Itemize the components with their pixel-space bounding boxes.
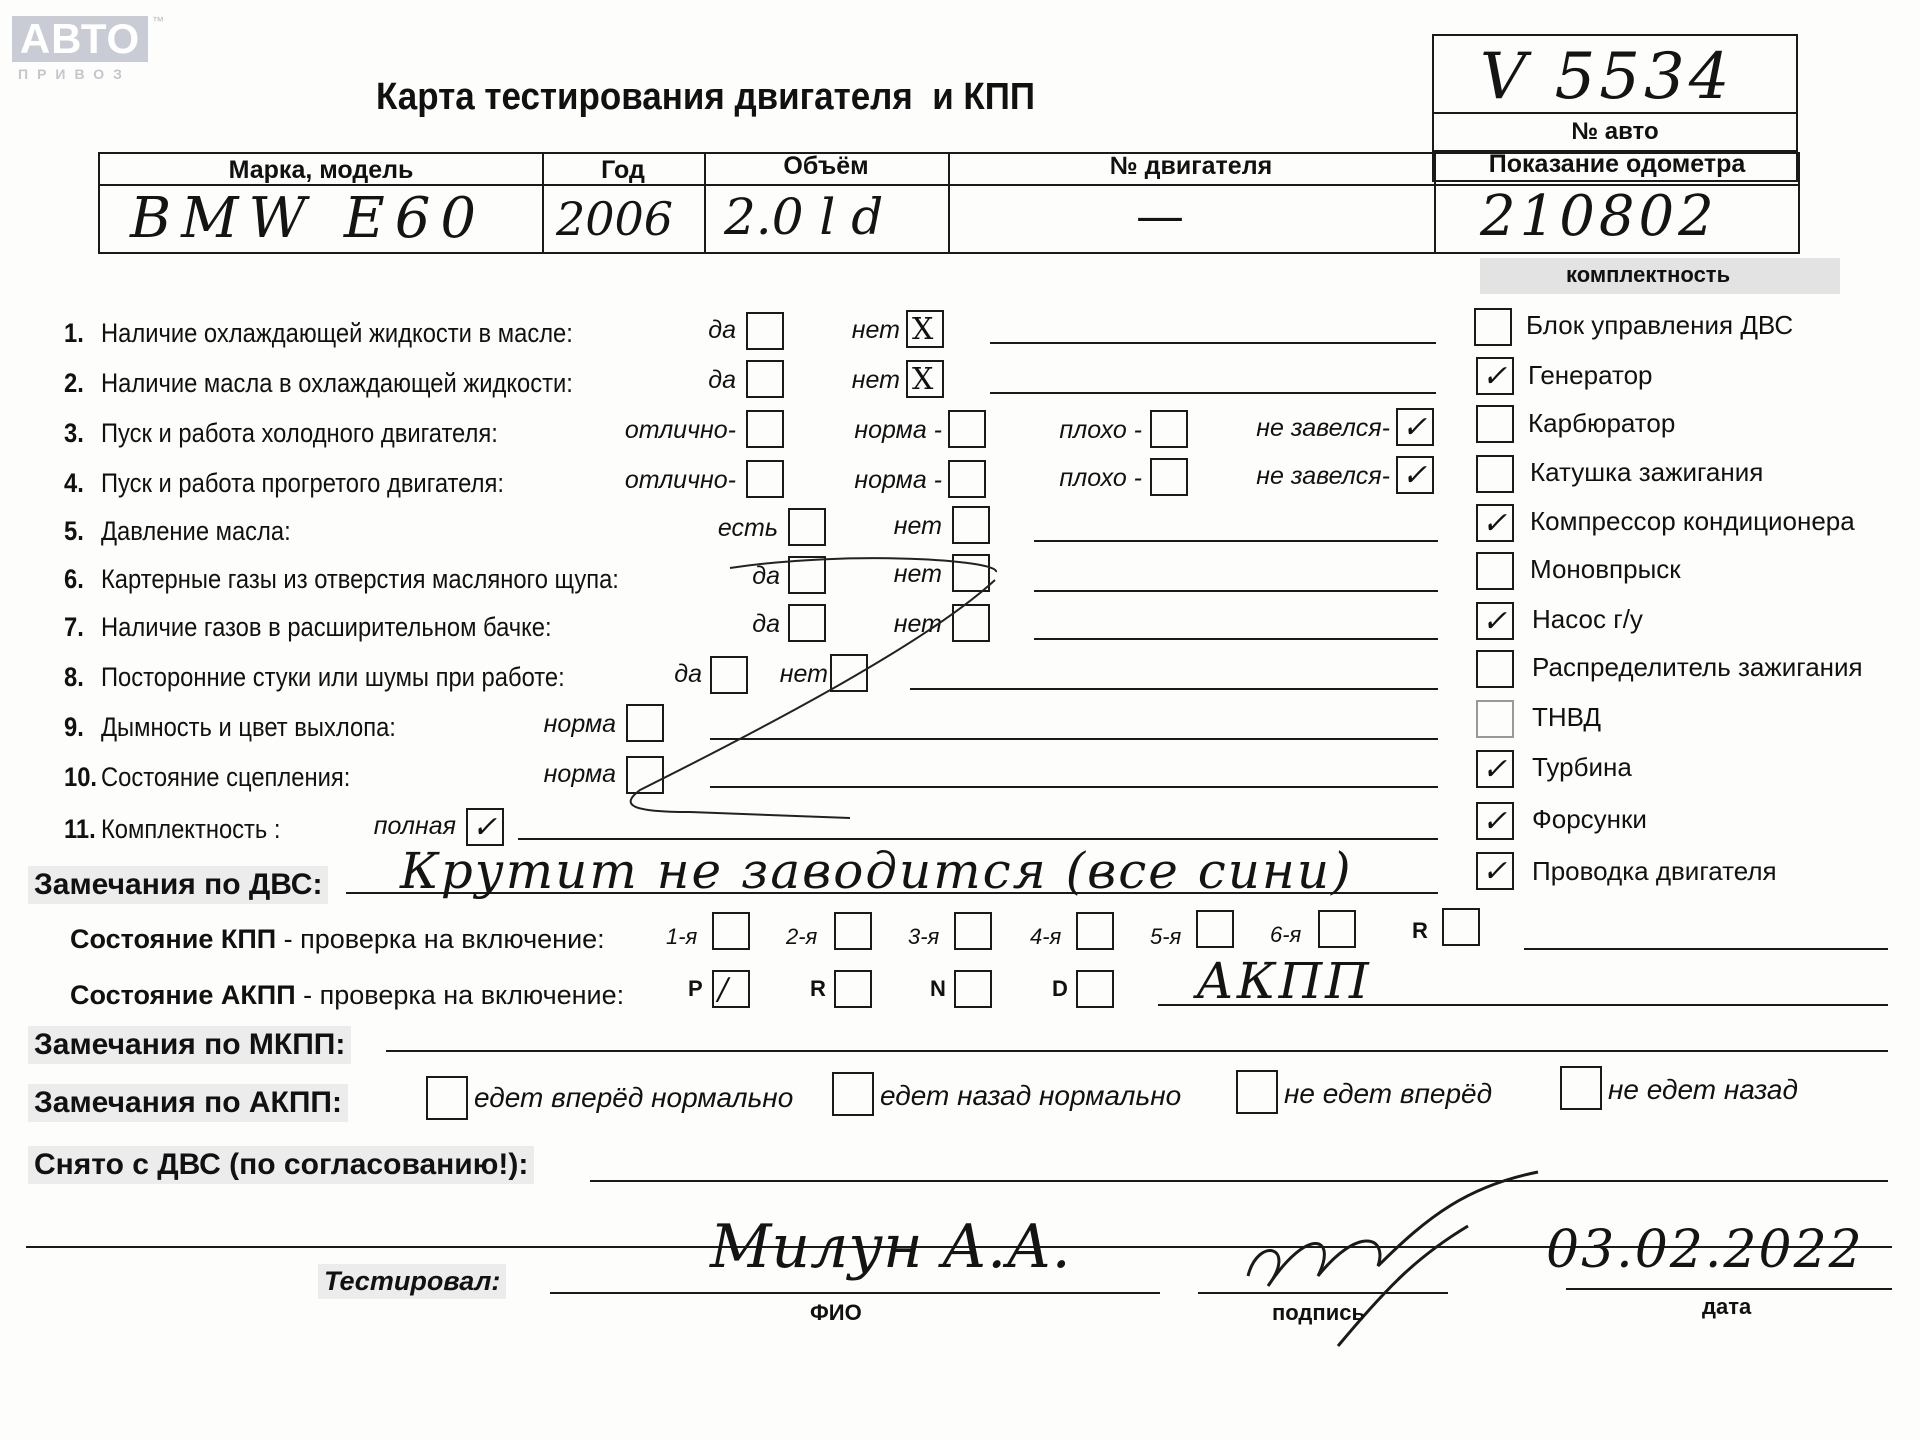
checkbox[interactable]: ✓ (1476, 504, 1514, 542)
drives-forward-label: едет вперёд нормально (474, 1082, 794, 1113)
col-engine-no-label: № двигателя (1109, 152, 1273, 180)
mode-checkbox[interactable] (1076, 970, 1114, 1008)
comment-line (1034, 590, 1438, 592)
norm-label: норма (543, 760, 616, 788)
test-row-2-label: 2. Наличие масла в охлаждающей жидкости: (64, 368, 573, 398)
mkpp-remarks-label: Замечания по МКПП: (28, 1026, 351, 1064)
excellent-checkbox[interactable] (746, 410, 784, 448)
fio-line (550, 1292, 1160, 1294)
no-label: нет (779, 660, 828, 688)
test-row-11-label: 11. Комплектность : (64, 814, 281, 844)
mode-label: N (930, 976, 946, 1001)
mode-label: D (1052, 976, 1068, 1001)
logo-sub: ПРИВОЗ (18, 66, 131, 82)
gear-label: R (1412, 918, 1428, 943)
excellent-checkbox[interactable] (746, 460, 784, 498)
tested-by-label: Тестировал: (318, 1264, 506, 1299)
comment-line (990, 342, 1436, 344)
checkbox[interactable]: ✓ (1476, 602, 1514, 640)
test-row-5-label: 5. Давление масла: (64, 516, 291, 546)
gear-label: 4-я (1030, 924, 1062, 949)
gear-label: 5-я (1150, 924, 1182, 949)
yes-label: да (708, 366, 736, 394)
test-row-9-label: 9. Дымность и цвет выхлопа: (64, 712, 396, 742)
checklist-item-label: Форсунки (1532, 804, 1647, 834)
test-row-8-label: 8. Посторонние стуки или шумы при работе: (64, 662, 565, 692)
gear-checkbox[interactable] (834, 912, 872, 950)
test-row-10-label: 10. Состояние сцепления: (64, 762, 351, 792)
checkbox[interactable] (1476, 455, 1514, 493)
header-table (98, 152, 1800, 254)
gear-label: 3-я (908, 924, 940, 949)
checklist-item-label: Турбина (1532, 752, 1632, 782)
checkbox[interactable] (1476, 700, 1514, 738)
no-label: нет (851, 366, 900, 394)
odometer-value: 210802 (1480, 184, 1718, 249)
logo-tm: ™ (152, 14, 164, 28)
mkpp-remarks-line (386, 1050, 1888, 1052)
checklist-item-label: Карбюратор (1528, 408, 1676, 438)
norm-label: норма (543, 710, 616, 738)
engine-no-value: — (1136, 188, 1184, 244)
comment-line (1034, 638, 1438, 640)
fio-value: Милун А.А. (710, 1212, 1071, 1282)
yes-checkbox[interactable] (746, 312, 784, 350)
no-back-label: не едет назад (1608, 1074, 1798, 1105)
checklist-item-label: Распределитель зажигания (1532, 652, 1863, 682)
yes-checkbox[interactable] (746, 360, 784, 398)
akpp-note: АКПП (1196, 952, 1372, 1010)
bad-label: плохо - (1059, 416, 1142, 444)
comment-line (518, 838, 1438, 840)
no-back-checkbox[interactable] (1560, 1066, 1602, 1110)
no-label: нет (851, 316, 900, 344)
test-row-6-label: 6. Картерные газы из отверстия масляного щупа: (64, 564, 619, 594)
normal-checkbox[interactable] (948, 460, 986, 498)
yes-label: да (752, 610, 780, 638)
not-started-checkbox[interactable]: ✓ (1396, 408, 1434, 446)
yes-label: есть (717, 514, 778, 542)
make-model-value: BMW E60 (130, 186, 486, 251)
test-row-4-label: 4. Пуск и работа прогретого двигателя: (64, 468, 504, 498)
checklist-item-label: Катушка зажигания (1530, 457, 1764, 487)
gear-checkbox[interactable] (1318, 910, 1356, 948)
bad-checkbox[interactable] (1150, 458, 1188, 496)
drives-back-checkbox[interactable] (832, 1072, 874, 1116)
no-checkbox[interactable] (952, 506, 990, 544)
checkbox[interactable]: ✓ (1476, 852, 1514, 890)
date-label: дата (1702, 1294, 1752, 1319)
engine-remarks-label: Замечания по ДВС: (28, 866, 328, 904)
gear-label: 1-я (666, 924, 698, 949)
no-forward-label: не едет вперёд (1284, 1078, 1493, 1109)
signature-label: подпись (1272, 1300, 1365, 1325)
yes-label: да (674, 660, 702, 688)
checkbox[interactable]: ✓ (1476, 750, 1514, 788)
mode-label: R (810, 976, 826, 1001)
full-checkbox[interactable]: ✓ (466, 808, 504, 846)
gear-checkbox[interactable] (954, 912, 992, 950)
checkbox[interactable] (1474, 308, 1512, 346)
excellent-label: отлично- (624, 416, 736, 444)
checklist-title: комплектность (1480, 258, 1840, 294)
test-row-7-label: 7. Наличие газов в расширительном бачке: (64, 612, 552, 642)
checklist-item-label: Проводка двигателя (1532, 856, 1777, 886)
no-checkbox[interactable]: X (906, 360, 944, 398)
strike-through-stroke (600, 550, 1020, 830)
no-label: нет (893, 560, 942, 588)
checklist-item-label: Блок управления ДВС (1526, 310, 1794, 340)
bad-label: плохо - (1059, 464, 1142, 492)
year-value: 2006 (556, 192, 674, 246)
col-volume-label: Объём (783, 152, 869, 180)
mode-checkbox[interactable] (954, 970, 992, 1008)
checklist-item-label: Генератор (1528, 360, 1653, 390)
checkbox[interactable] (1476, 405, 1514, 443)
yes-checkbox[interactable] (788, 508, 826, 546)
checkbox[interactable]: ✓ (1476, 357, 1514, 395)
test-row-3-label: 3. Пуск и работа холодного двигателя: (64, 418, 498, 448)
not-started-label: не завелся- (1256, 414, 1390, 442)
fio-label: ФИО (810, 1300, 862, 1325)
gear-checkbox[interactable] (712, 912, 750, 950)
test-row-1-label: 1. Наличие охлаждающей жидкости в масле: (64, 318, 573, 348)
not-started-label: не завелся- (1256, 462, 1390, 490)
signature-mark (1228, 1166, 1548, 1356)
kpp-comment-line (1524, 948, 1888, 950)
normal-label: норма - (854, 466, 942, 494)
no-label: нет (893, 512, 942, 540)
kpp-label: Состояние КПП - проверка на включение: (70, 924, 605, 954)
not-started-checkbox[interactable]: ✓ (1396, 456, 1434, 494)
full-label: полная (373, 812, 456, 840)
checkbox[interactable] (1476, 552, 1514, 590)
engine-remarks-value: Крутит не заводится (все сини) (400, 842, 1353, 900)
gear-label: 6-я (1270, 922, 1302, 947)
avto-privoz-logo (12, 14, 164, 86)
comment-line (990, 392, 1436, 394)
checklist-item-label: Моновпрыск (1530, 554, 1681, 584)
checkbox[interactable] (1476, 650, 1514, 688)
mode-p-checkbox[interactable]: / (712, 970, 750, 1008)
gear-checkbox[interactable] (1076, 912, 1114, 950)
col-odometer-label: Показание одометра (1488, 150, 1746, 178)
yes-label: да (708, 316, 736, 344)
normal-checkbox[interactable] (948, 410, 986, 448)
checklist (1474, 304, 1894, 904)
checklist-item-label: ТНВД (1532, 702, 1602, 732)
gear-checkbox[interactable] (1196, 910, 1234, 948)
excellent-label: отлично- (624, 466, 736, 494)
no-checkbox[interactable]: X (906, 310, 944, 348)
akpp-label: Состояние АКПП - проверка на включение: (70, 980, 625, 1010)
mode-checkbox[interactable] (834, 970, 872, 1008)
col-year-label: Год (601, 156, 645, 184)
date-line (1566, 1288, 1892, 1290)
mode-label: P (688, 976, 703, 1001)
car-number-label: № авто (1571, 118, 1659, 145)
removed-label: Снято с ДВС (по согласованию!): (28, 1146, 534, 1184)
akpp-remarks-label: Замечания по АКПП: (28, 1084, 348, 1122)
gear-checkbox[interactable] (1442, 908, 1480, 946)
no-label: нет (893, 610, 942, 638)
checklist-item-label: Насос г/у (1532, 604, 1643, 634)
gear-label: 2-я (786, 924, 818, 949)
normal-label: норма - (854, 416, 942, 444)
bad-checkbox[interactable] (1150, 410, 1188, 448)
yes-label: да (752, 562, 780, 590)
volume-value: 2.0 l d (724, 188, 884, 246)
comment-line (1034, 540, 1438, 542)
drives-back-label: едет назад нормально (880, 1080, 1182, 1111)
drives-forward-checkbox[interactable] (426, 1076, 468, 1120)
date-value: 03.02.2022 (1546, 1220, 1864, 1280)
no-forward-checkbox[interactable] (1236, 1070, 1278, 1114)
logo-main: АВТО (12, 16, 148, 62)
checklist-item-label: Компрессор кондиционера (1530, 506, 1855, 536)
col-make-label: Марка, модель (228, 156, 414, 184)
checkbox[interactable]: ✓ (1476, 802, 1514, 840)
car-number-value: V 5534 (1480, 40, 1734, 114)
page-title: Карта тестирования двигателя и КПП (376, 76, 1036, 118)
